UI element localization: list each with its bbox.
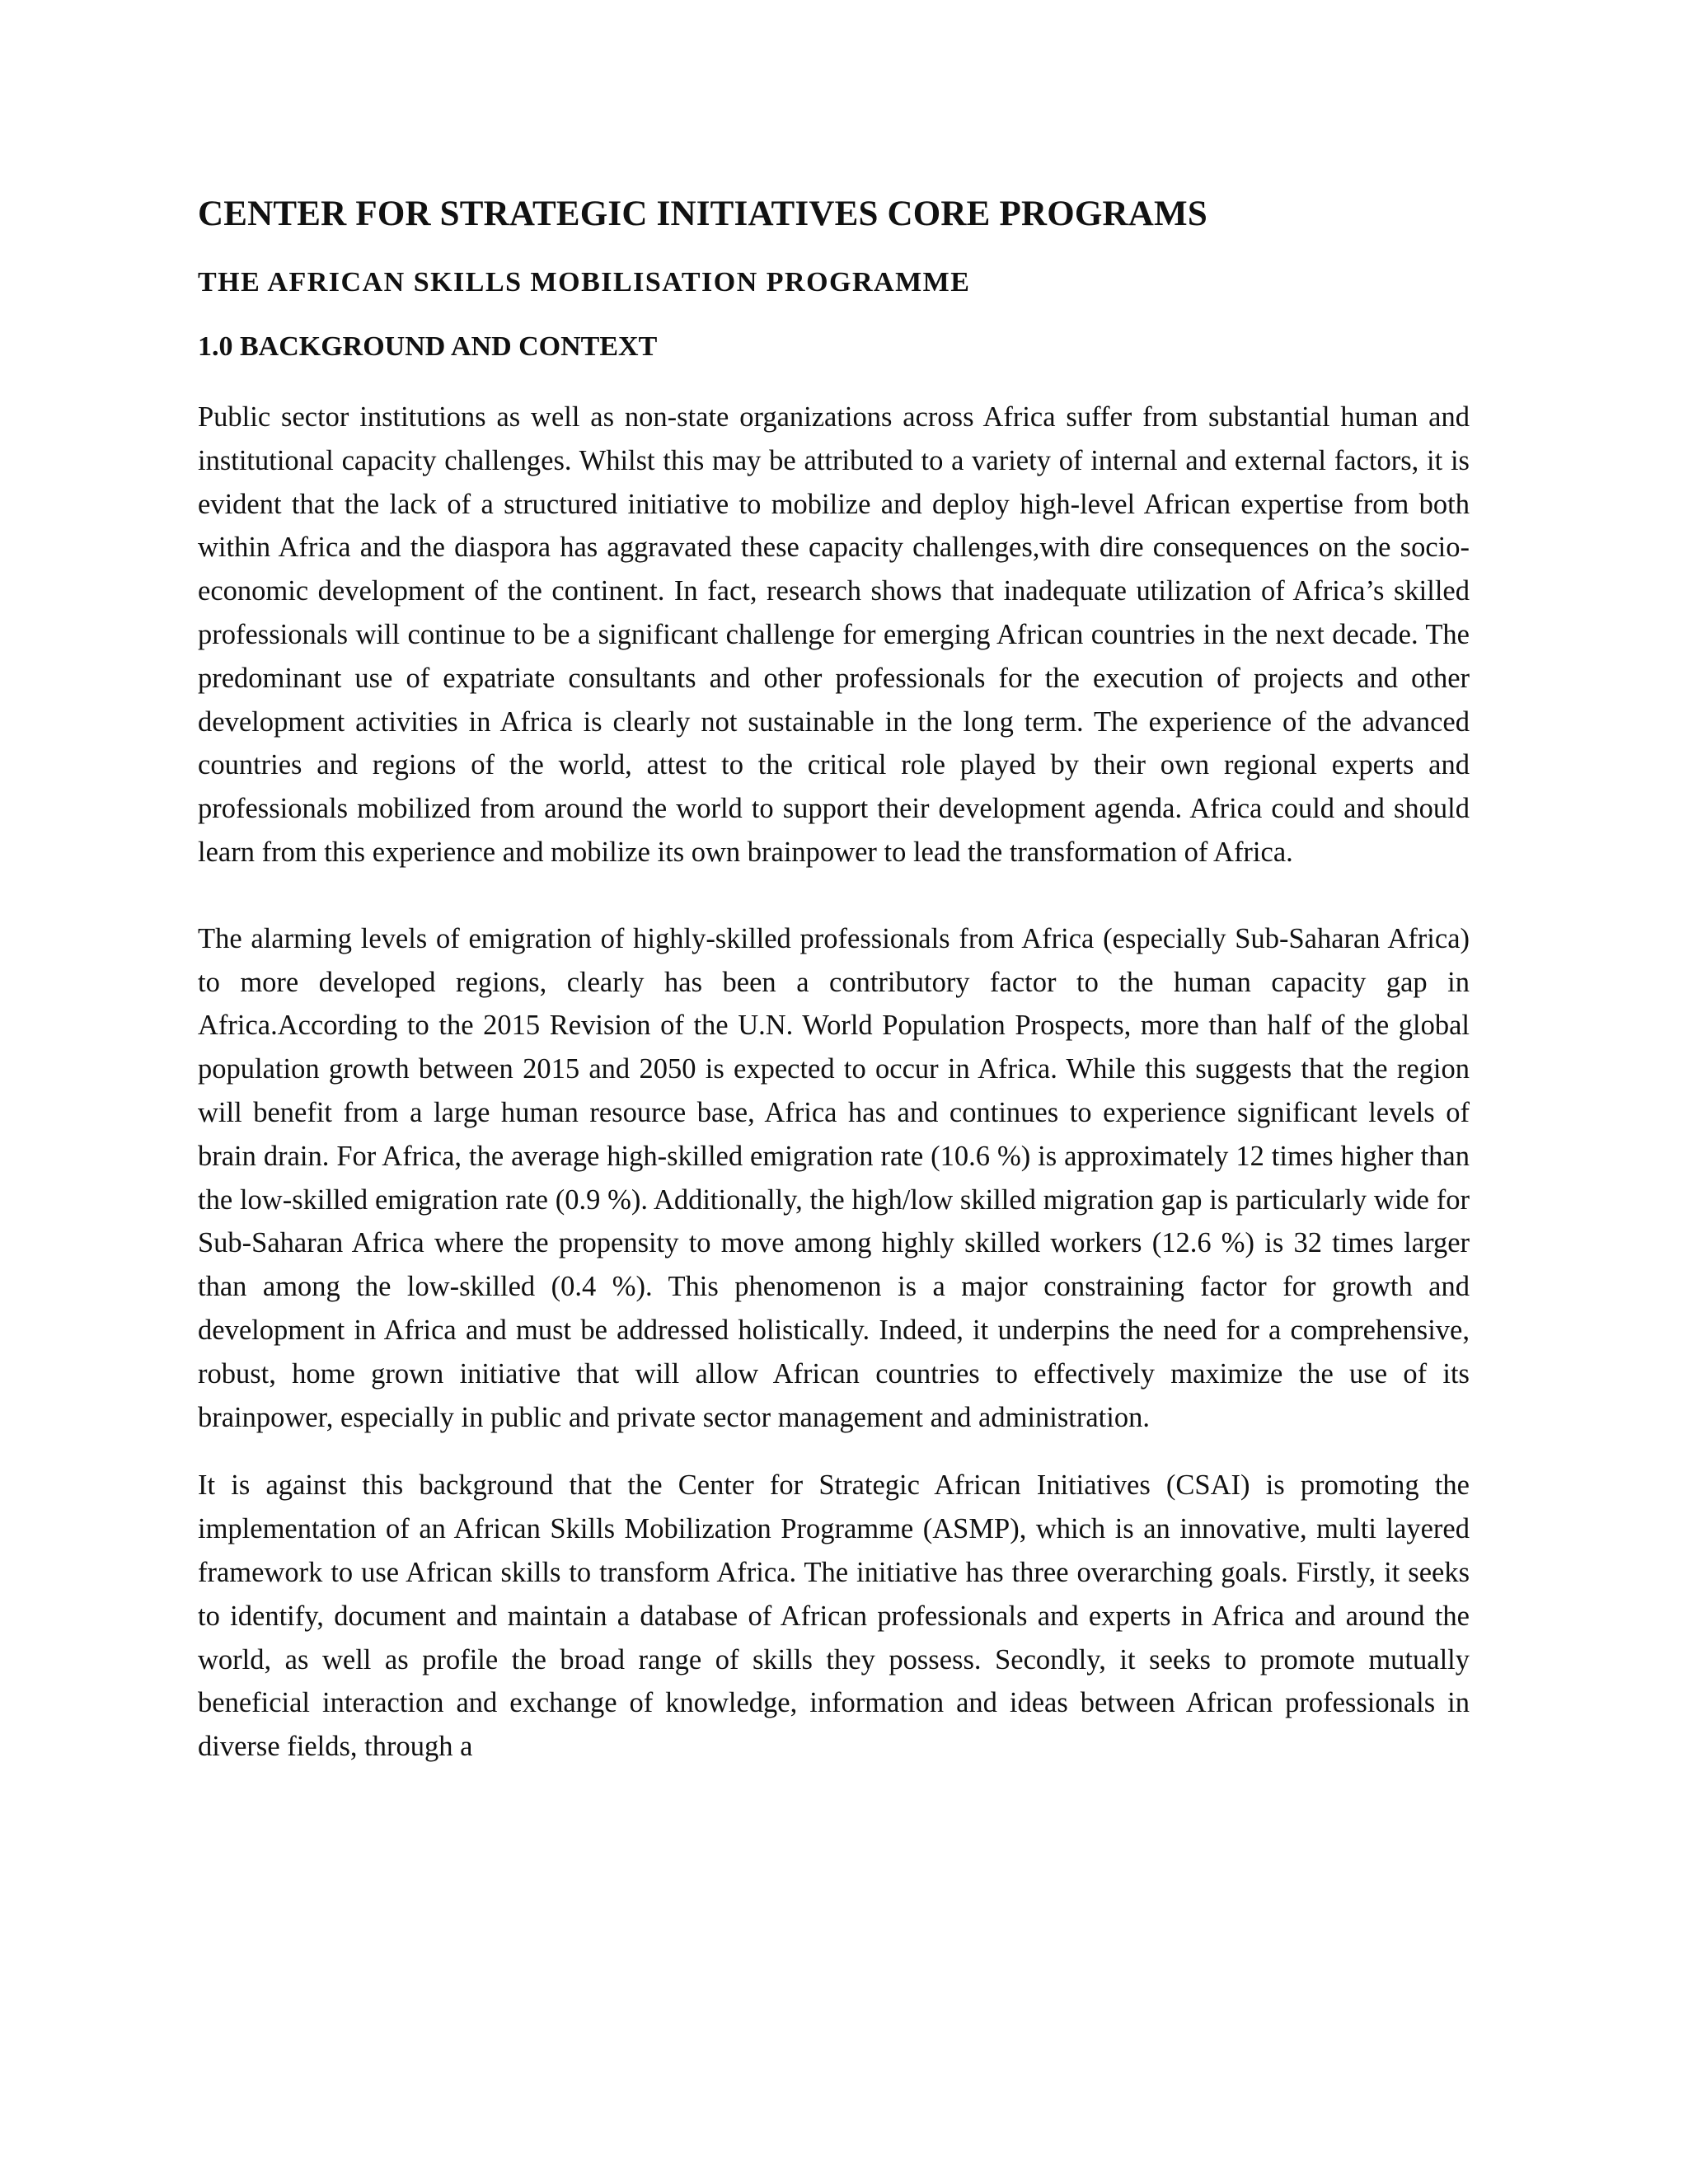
document-subtitle: THE AFRICAN SKILLS MOBILISATION PROGRAMME [198, 267, 971, 298]
section-heading: 1.0 BACKGROUND AND CONTEXT [198, 331, 658, 362]
paragraph-background: Public sector institutions as well as non-state organizations across Africa suffer from substantial human and institutional capacity challenges. Whilst this may be attributed to a variety of internal and external factors, it is evident that the lack of a structured initiative to mobilize and deploy high-level African expertise from both within Africa and the diaspora has aggravated these capacity challenges,with dire consequences on the socio-economic development of the continent. In fact, research shows that inadequate utilization of Africa’s skilled professionals will continue to be a significant challenge for emerging African countries in the next decade. The predominant use of expatriate consultants and other professionals for the execution of projects and other development activities in Africa is clearly not sustainable in the long term. The experience of the advanced countries and regions of the world, attest to the critical role played by their own regional experts and professionals mobilized from around the world to support their development agenda. Africa could and should learn from this experience and mobilize its own brainpower to lead the transformation of Africa. [198, 401, 1470, 868]
document-title: CENTER FOR STRATEGIC INITIATIVES CORE PROGRAMS [198, 194, 1207, 233]
document-page [198, 194, 1470, 1769]
paragraph-csai-initiative: It is against this background that the Center for Strategic African Initiatives (CSAI) is promoting the implementation of an African Skills Mobilization Programme (ASMP), which is an innovative, multi layered framework to use African skills to transform Africa. The initiative has three overarching goals. Firstly, it seeks to identify, document and maintain a database of African professionals and experts in Africa and around the world, as well as profile the broad range of skills they possess. Secondly, it seeks to promote mutually beneficial interaction and exchange of knowledge, information and ideas between African professionals in diverse fields, through a [198, 1469, 1470, 1763]
paragraph-emigration: The alarming levels of emigration of highly-skilled professionals from Africa (especially Sub-Saharan Africa) to more developed regions, clearly has been a contributory factor to the human capacity gap in Africa.According to the 2015 Revision of the U.N. World Population Prospects, more than half of the global population growth between 2015 and 2050 is expected to occur in Africa. While this suggests that the region will benefit from a large human resource base, Africa has and continues to experience significant levels of brain drain. For Africa, the average high-skilled emigration rate (10.6 %) is approximately 12 times higher than the low-skilled emigration rate (0.9 %). Additionally, the high/low skilled migration gap is particularly wide for Sub-Saharan Africa where the propensity to move among highly skilled workers (12.6 %) is 32 times larger than among the low-skilled (0.4 %). This phenomenon is a major constraining factor for growth and development in Africa and must be addressed holistically. Indeed, it underpins the need for a comprehensive, robust, home grown initiative that will allow African countries to effectively maximize the use of its brainpower, especially in public and private sector management and administration. [198, 922, 1470, 1433]
